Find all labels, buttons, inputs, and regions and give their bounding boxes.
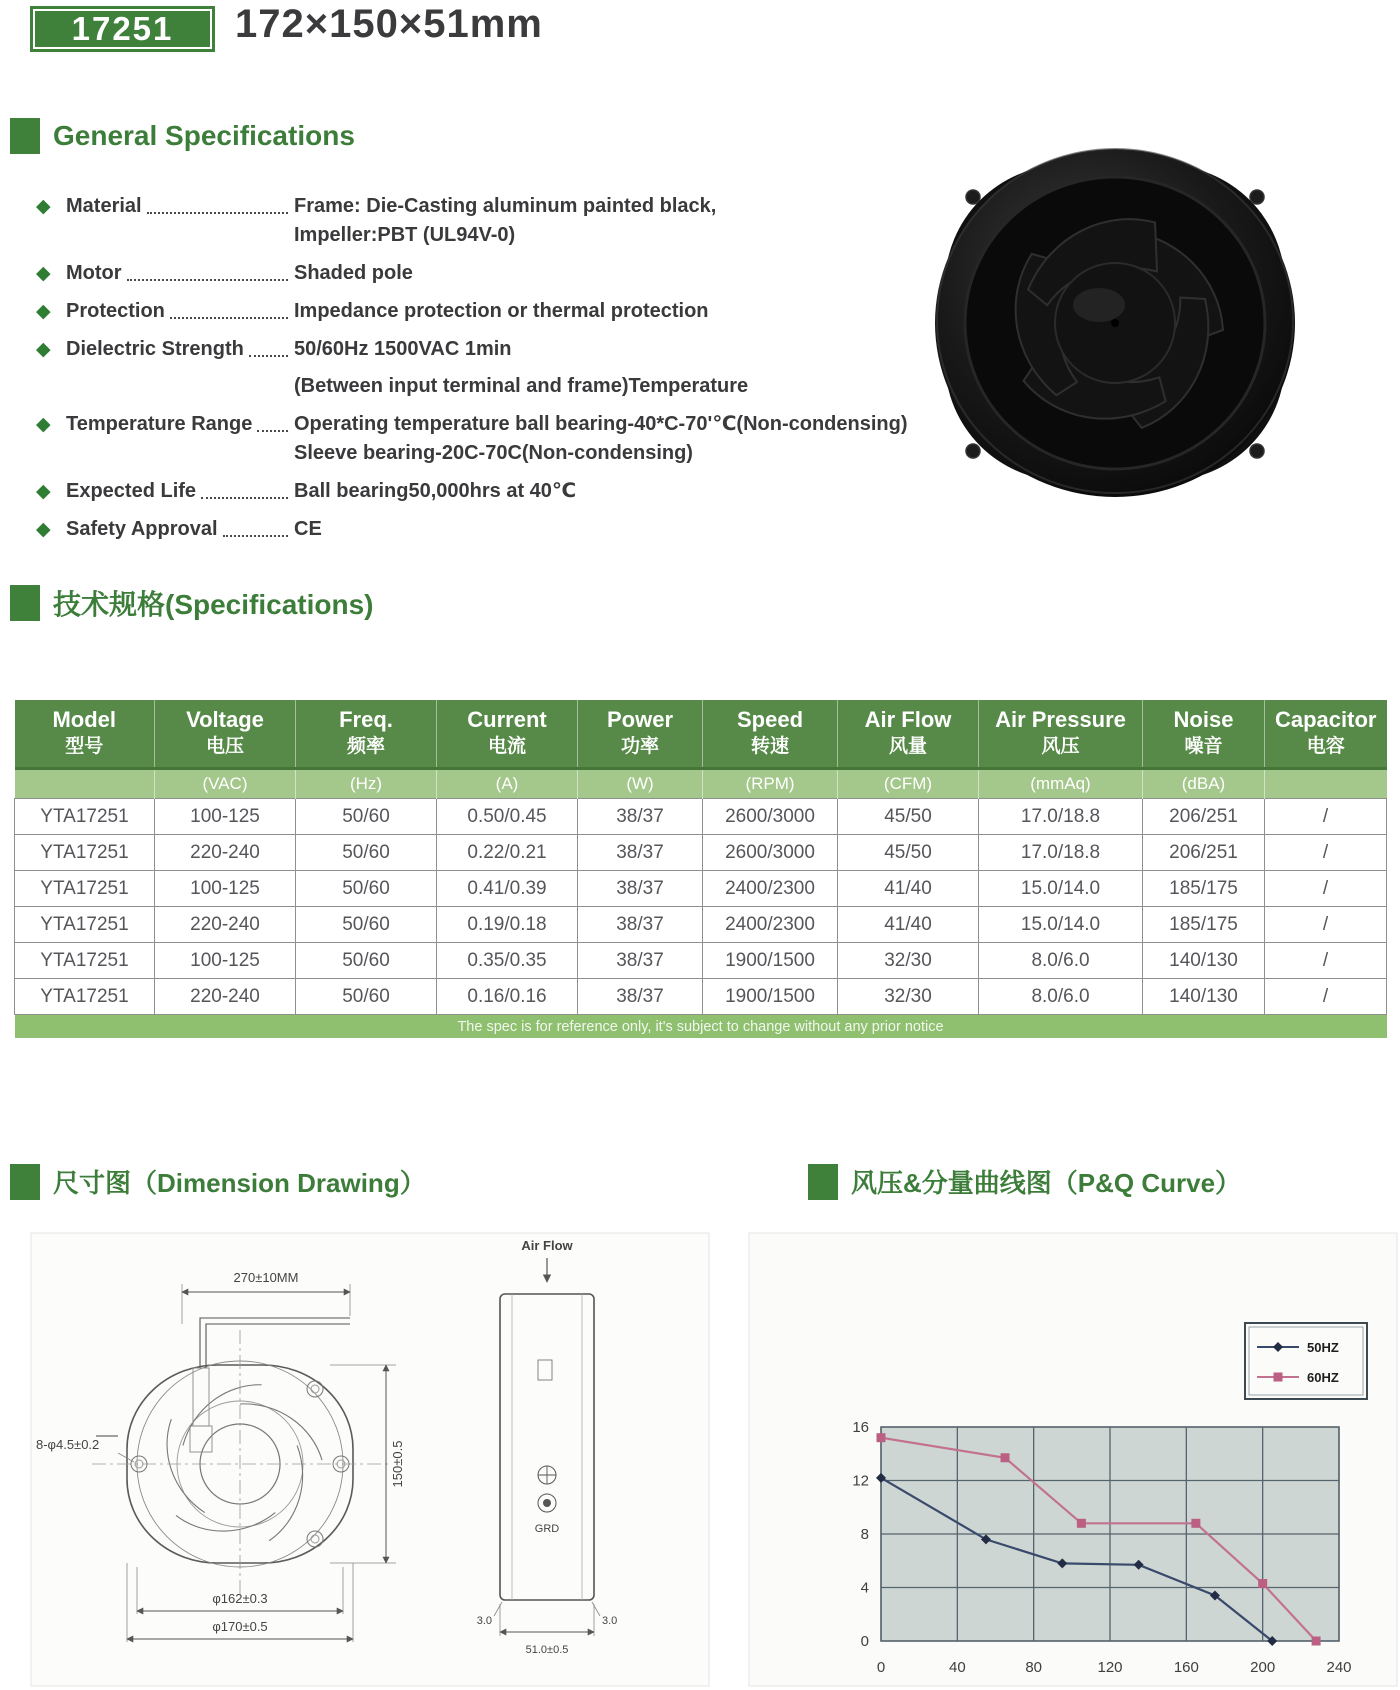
diamond-bullet-icon: ◆ (36, 414, 51, 435)
dotted-leader (147, 192, 288, 214)
table-cell: YTA17251 (15, 799, 155, 835)
table-cell: YTA17251 (15, 835, 155, 871)
table-cell: 0.22/0.21 (437, 835, 578, 871)
table-cell: 2400/2300 (703, 907, 838, 943)
y-tick-label: 12 (852, 1472, 869, 1490)
spec-label-wrap (66, 515, 294, 544)
spec-value: Frame: Die-Casting aluminum painted black, Impeller:PBT (UL94V-0) (294, 195, 717, 246)
y-tick-label: 0 (860, 1633, 869, 1650)
spec-label-wrap (66, 192, 294, 221)
spec-label-wrap (66, 410, 294, 439)
spec-label-wrap (66, 477, 294, 506)
x-tick-label: 160 (1173, 1659, 1199, 1676)
spec-value: CE (294, 518, 322, 540)
table-cell: 38/37 (578, 871, 703, 907)
section-marker (10, 1164, 40, 1200)
fan-hub (1055, 263, 1175, 383)
x-tick-label: 0 (876, 1659, 886, 1676)
table-row (15, 799, 1387, 835)
column-unit: (W) (578, 769, 703, 799)
spec-label: Material (66, 195, 142, 217)
dotted-leader (201, 477, 288, 499)
section-marker (10, 118, 40, 154)
diamond-bullet-icon: ◆ (36, 481, 51, 502)
spec-label-wrap (66, 297, 294, 326)
table-cell: / (1265, 835, 1387, 871)
table-cell: 1900/1500 (703, 979, 838, 1015)
table-cell: 100-125 (155, 871, 296, 907)
spec-label: Motor (66, 262, 122, 284)
table-cell: / (1265, 979, 1387, 1015)
depth-dim-label: 51.0±0.5 (525, 1644, 569, 1656)
section-dimension (10, 1163, 426, 1200)
table-cell: 41/40 (838, 907, 979, 943)
spec-item (36, 477, 936, 506)
legend-marker-square-icon (1274, 1373, 1283, 1382)
marker-square-icon (1077, 1519, 1086, 1528)
spec-label: Safety Approval (66, 518, 218, 540)
table-cell: 0.16/0.16 (437, 979, 578, 1015)
table-cell: 2600/3000 (703, 799, 838, 835)
table-row (15, 979, 1387, 1015)
table-cell: 17.0/18.8 (979, 835, 1143, 871)
spec-label-wrap (66, 335, 294, 364)
spec-item (36, 259, 936, 288)
column-unit: (CFM) (838, 769, 979, 799)
table-cell: 17.0/18.8 (979, 799, 1143, 835)
column-unit: (RPM) (703, 769, 838, 799)
table-cell: 50/60 (296, 979, 437, 1015)
table-cell: 2400/2300 (703, 871, 838, 907)
grd-label: GRD (534, 1523, 560, 1535)
column-header: Current 电流 (437, 700, 578, 769)
spec-item (36, 410, 936, 468)
spec-value: Ball bearing50,000hrs at 40℃ (294, 480, 577, 502)
spec-table (14, 700, 1387, 1038)
section-title-general: General Specifications (53, 120, 355, 151)
table-cell: 185/175 (1143, 907, 1265, 943)
x-tick-label: 200 (1250, 1659, 1276, 1676)
table-cell: 220-240 (155, 907, 296, 943)
table-cell: 206/251 (1143, 835, 1265, 871)
column-unit: (VAC) (155, 769, 296, 799)
section-marker (10, 585, 40, 621)
section-general-specifications (10, 118, 355, 154)
table-row (15, 943, 1387, 979)
spec-value: Impedance protection or thermal protection (294, 300, 709, 322)
column-header: Air Pressure 风压 (979, 700, 1143, 769)
table-cell: 38/37 (578, 907, 703, 943)
column-header: Capacitor 电容 (1265, 700, 1387, 769)
table-cell: 2600/3000 (703, 835, 838, 871)
table-cell: 45/50 (838, 835, 979, 871)
table-cell: 220-240 (155, 835, 296, 871)
table-cell: 1900/1500 (703, 943, 838, 979)
flange-right-label: 3.0 (602, 1615, 618, 1627)
mount-holes-label: 8-φ4.5±0.2 (36, 1437, 100, 1452)
column-header: Air Flow 风量 (838, 700, 979, 769)
table-cell: 0.50/0.45 (437, 799, 578, 835)
table-cell: 140/130 (1143, 943, 1265, 979)
table-cell: 15.0/14.0 (979, 871, 1143, 907)
y-tick-label: 16 (852, 1419, 869, 1436)
table-cell: 38/37 (578, 835, 703, 871)
section-pq-curve (808, 1163, 1241, 1200)
table-cell: 50/60 (296, 835, 437, 871)
table-cell: 32/30 (838, 979, 979, 1015)
x-tick-label: 40 (948, 1659, 966, 1676)
table-cell: YTA17251 (15, 943, 155, 979)
dotted-leader (257, 410, 288, 432)
spec-item (36, 192, 936, 250)
column-header: Voltage 电压 (155, 700, 296, 769)
marker-square-icon (1001, 1453, 1010, 1462)
y-tick-label: 4 (860, 1579, 869, 1597)
table-cell: / (1265, 871, 1387, 907)
diamond-bullet-icon: ◆ (36, 196, 51, 217)
table-cell: 50/60 (296, 799, 437, 835)
table-cell: YTA17251 (15, 871, 155, 907)
flange-left-label: 3.0 (476, 1615, 492, 1627)
spec-value: Operating temperature ball bearing-40*C-70'℃(Non-condensing) Sleeve bearing-20C-70C(Non-condensing) (294, 413, 908, 464)
table-cell: YTA17251 (15, 979, 155, 1015)
spec-table-body (15, 769, 1387, 1039)
spec-value: 50/60Hz 1500VAC 1min (Between input terminal and frame)Temperature (294, 338, 749, 397)
column-header: Freq. 频率 (296, 700, 437, 769)
table-cell: YTA17251 (15, 907, 155, 943)
dimension-drawing (30, 1232, 710, 1687)
table-cell: 38/37 (578, 943, 703, 979)
height-dim-label: 150±0.5 (390, 1440, 405, 1488)
table-cell: / (1265, 943, 1387, 979)
air-flow-label: Air Flow (521, 1238, 573, 1253)
x-tick-label: 80 (1025, 1659, 1043, 1676)
legend-box (1245, 1323, 1367, 1399)
table-cell: 38/37 (578, 799, 703, 835)
table-cell: 0.35/0.35 (437, 943, 578, 979)
dotted-leader (249, 335, 288, 357)
x-tick-label: 120 (1097, 1659, 1123, 1676)
wire-length-label: 270±10MM (233, 1270, 299, 1285)
column-unit: (Hz) (296, 769, 437, 799)
table-cell: 185/175 (1143, 871, 1265, 907)
model-badge: 17251 (30, 6, 215, 52)
dotted-leader (170, 297, 288, 319)
table-cell: 41/40 (838, 871, 979, 907)
table-row (15, 907, 1387, 943)
table-row (15, 835, 1387, 871)
table-cell: 50/60 (296, 907, 437, 943)
table-cell: 100-125 (155, 799, 296, 835)
table-row (15, 871, 1387, 907)
dotted-leader (127, 259, 288, 281)
spec-item (36, 297, 936, 326)
table-cell: 8.0/6.0 (979, 943, 1143, 979)
outer-dia-label: φ170±0.5 (212, 1619, 268, 1634)
size-text: 172×150×51mm (235, 2, 543, 46)
x-tick-label: 240 (1326, 1659, 1352, 1676)
table-cell: 32/30 (838, 943, 979, 979)
table-cell: 45/50 (838, 799, 979, 835)
table-cell: 220-240 (155, 979, 296, 1015)
fan-product-photo (915, 135, 1315, 510)
spec-label: Temperature Range (66, 413, 253, 435)
table-note: The spec is for reference only, it's subject to change without any prior notice (15, 1015, 1387, 1039)
spec-item (36, 335, 936, 401)
diamond-bullet-icon: ◆ (36, 263, 51, 284)
table-cell: / (1265, 907, 1387, 943)
table-cell: 50/60 (296, 943, 437, 979)
column-header: Power 功率 (578, 700, 703, 769)
diamond-bullet-icon: ◆ (36, 301, 51, 322)
spec-item (36, 515, 936, 544)
table-cell: 8.0/6.0 (979, 979, 1143, 1015)
table-cell: 50/60 (296, 871, 437, 907)
spec-label: Expected Life (66, 480, 197, 502)
inner-dia-label: φ162±0.3 (212, 1591, 268, 1606)
marker-square-icon (1312, 1637, 1321, 1646)
general-spec-list (36, 192, 936, 553)
section-title-pq: 风压&分量曲线图（P&Q Curve） (851, 1168, 1242, 1198)
spec-table-head (15, 700, 1387, 769)
column-header: Noise 噪音 (1143, 700, 1265, 769)
y-tick-label: 8 (860, 1526, 869, 1543)
section-marker (808, 1164, 838, 1200)
table-cell: 100-125 (155, 943, 296, 979)
section-title-specs: 技术规格(Specifications) (53, 589, 374, 620)
marker-square-icon (1191, 1519, 1200, 1528)
legend-label: 60HZ (1307, 1370, 1339, 1385)
spec-value: Shaded pole (294, 262, 413, 284)
spec-label: Dielectric Strength (66, 338, 244, 360)
marker-square-icon (877, 1433, 886, 1442)
section-specifications (10, 583, 373, 623)
table-cell: 140/130 (1143, 979, 1265, 1015)
spec-label: Protection (66, 300, 165, 322)
table-cell: 38/37 (578, 979, 703, 1015)
table-cell: 15.0/14.0 (979, 907, 1143, 943)
diamond-bullet-icon: ◆ (36, 339, 51, 360)
legend-label: 50HZ (1307, 1340, 1339, 1355)
column-unit (15, 769, 155, 799)
column-unit: (A) (437, 769, 578, 799)
table-cell: 0.19/0.18 (437, 907, 578, 943)
table-cell: 206/251 (1143, 799, 1265, 835)
column-unit: (dBA) (1143, 769, 1265, 799)
dotted-leader (223, 515, 288, 537)
spec-label-wrap (66, 259, 294, 288)
column-header: Model 型号 (15, 700, 155, 769)
table-cell: 0.41/0.39 (437, 871, 578, 907)
column-unit: (mmAq) (979, 769, 1143, 799)
pq-chart-svg (748, 1232, 1398, 1687)
section-title-dimension: 尺寸图（Dimension Drawing） (53, 1168, 426, 1198)
column-unit (1265, 769, 1387, 799)
table-cell: / (1265, 799, 1387, 835)
column-header: Speed 转速 (703, 700, 838, 769)
diamond-bullet-icon: ◆ (36, 519, 51, 540)
marker-square-icon (1258, 1579, 1267, 1588)
